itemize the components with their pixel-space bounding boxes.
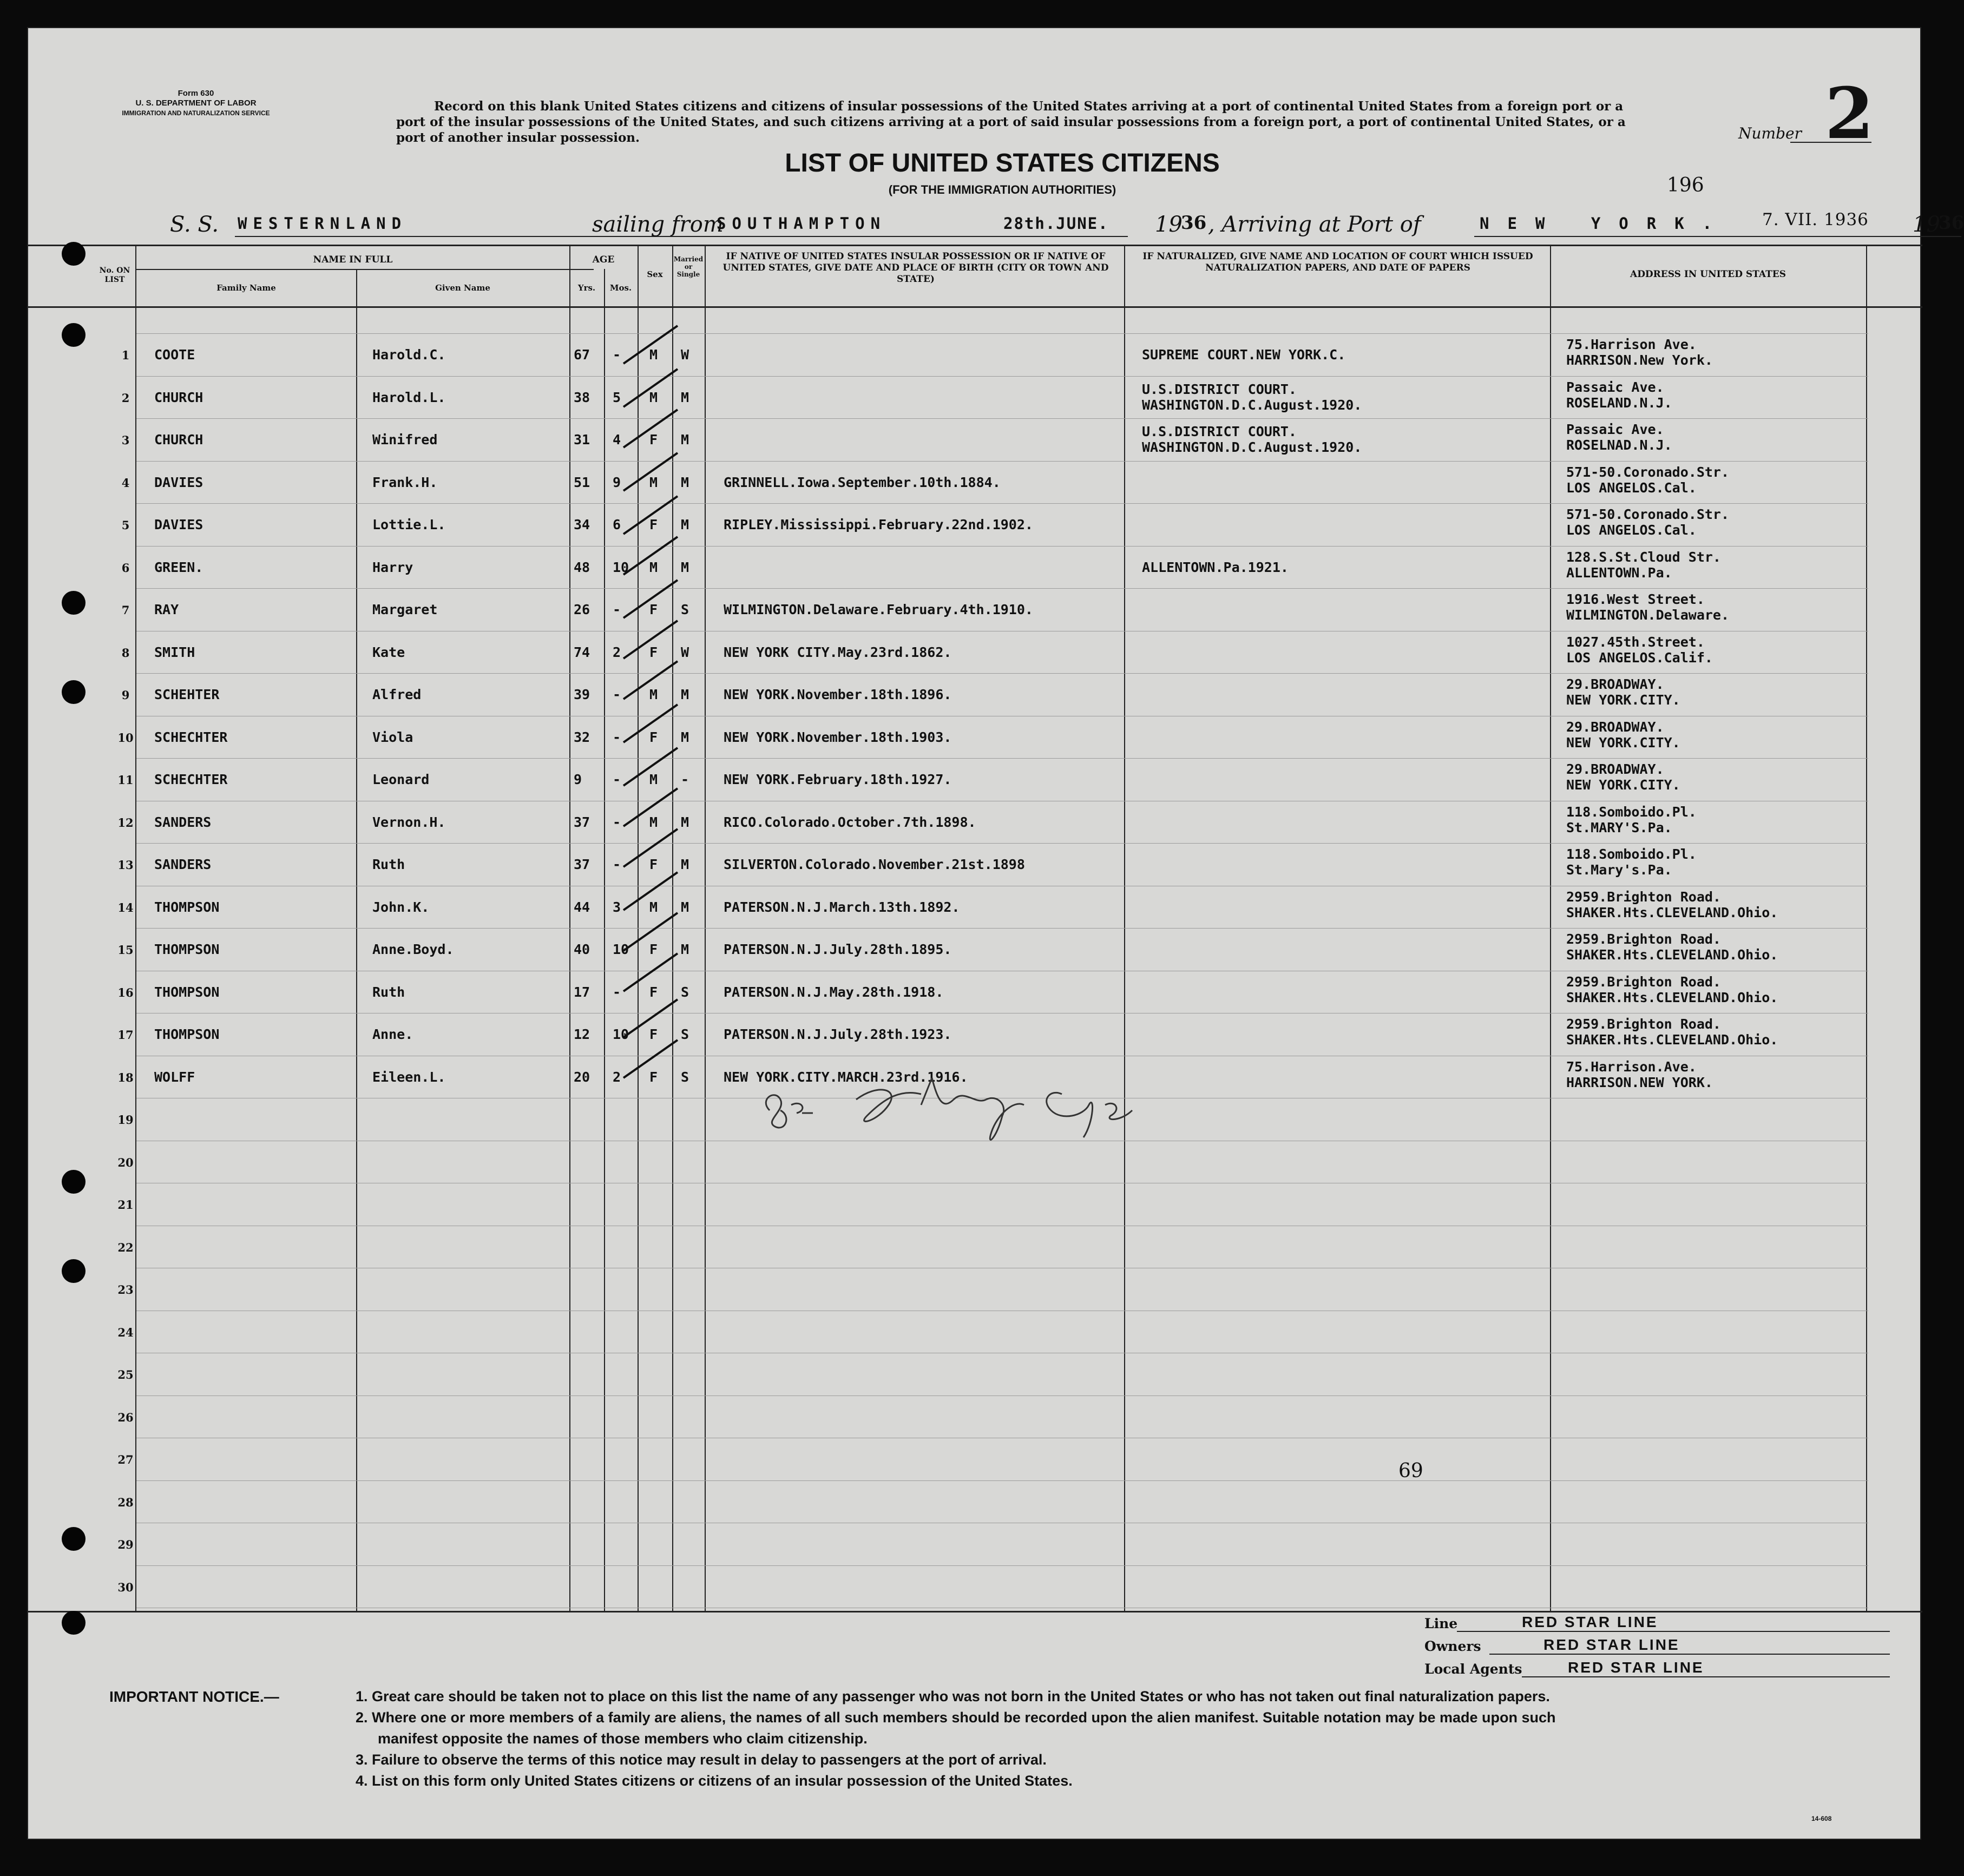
owners-value: RED STAR LINE <box>1543 1636 1680 1653</box>
given-name: Ruth <box>372 984 405 1000</box>
row-number: 12 <box>117 816 134 830</box>
punch-hole <box>62 323 86 347</box>
sex: M <box>649 814 658 830</box>
arrival-stamp: 7. VII. 1936 <box>1762 210 1869 229</box>
marital-status: M <box>681 517 689 532</box>
form-number: Form 630 <box>178 89 214 98</box>
sex: F <box>649 729 658 745</box>
family-name: CHURCH <box>154 390 203 405</box>
age-months: 5 <box>613 390 621 405</box>
row-rule <box>136 333 1868 334</box>
age-years: 40 <box>574 942 590 957</box>
age-years: 37 <box>574 857 590 872</box>
record-instructions: Record on this blank United States citizens and citizens of insular possessions of the United States arriving at a port of continental United States from a foreign port or a port of the insular possessions of the United States, and such citizens arriving at a port of said insular possessions from a foreign port, a port of continental United States, or a port of another insular possession. <box>396 99 1626 145</box>
sex: M <box>649 772 658 787</box>
row-number: 14 <box>117 901 134 914</box>
name-header-divider <box>136 269 594 270</box>
ss-label: S. S. <box>170 212 219 237</box>
agents-value: RED STAR LINE <box>1568 1659 1704 1676</box>
age-months: 2 <box>613 644 621 660</box>
age-years: 74 <box>574 644 590 660</box>
address-line-1: 118.Somboido.Pl. <box>1566 804 1697 820</box>
family-name: THOMPSON <box>154 942 220 957</box>
sex: F <box>649 1026 658 1042</box>
row-number: 28 <box>117 1496 134 1509</box>
header-age: AGE <box>592 254 615 265</box>
marital-status: M <box>681 814 689 830</box>
age-months: - <box>613 857 621 872</box>
row-number: 1 <box>121 348 130 362</box>
birth-place-date: NEW YORK.November.18th.1896. <box>724 687 952 702</box>
family-name: CHURCH <box>154 432 203 447</box>
row-rule <box>136 503 1868 504</box>
birth-place-date: PATERSON.N.J.May.28th.1918. <box>724 984 944 1000</box>
address-line-1: 128.S.St.Cloud Str. <box>1566 549 1721 565</box>
family-name: DAVIES <box>154 475 203 490</box>
check-marks <box>613 310 721 1132</box>
year-prefix-1: 19 <box>1155 212 1183 237</box>
handwritten-signature <box>759 1067 1192 1159</box>
row-number: 7 <box>121 603 130 617</box>
sex: F <box>649 857 658 872</box>
family-name: SMITH <box>154 644 195 660</box>
marital-status: M <box>681 687 689 702</box>
punch-hole <box>62 1259 86 1283</box>
row-number: 29 <box>117 1538 134 1551</box>
notice-item-3: 3. Failure to observe the terms of this notice may result in delay to passengers at the port of arrival. <box>356 1752 1047 1768</box>
age-months: - <box>613 814 621 830</box>
age-months: 6 <box>613 517 621 532</box>
row-number: 15 <box>117 943 134 957</box>
address-line-2: NEW YORK.CITY. <box>1566 735 1680 751</box>
row-rule <box>136 1480 1868 1481</box>
sex: F <box>649 432 658 447</box>
given-name: Alfred <box>372 687 422 702</box>
address-line-1: 571-50.Coronado.Str. <box>1566 506 1730 522</box>
address-line-2: SHAKER.Hts.CLEVELAND.Ohio. <box>1566 990 1778 1005</box>
marital-status: M <box>681 942 689 957</box>
sex: F <box>649 942 658 957</box>
header-yrs: Yrs. <box>577 283 596 293</box>
birth-place-date: PATERSON.N.J.March.13th.1892. <box>724 899 960 915</box>
birth-place-date: NEW YORK.February.18th.1927. <box>724 772 952 787</box>
sex: M <box>649 687 658 702</box>
row-number: 23 <box>117 1283 134 1296</box>
given-name: Lottie.L. <box>372 517 446 532</box>
sex: F <box>649 644 658 660</box>
row-rule <box>136 928 1868 929</box>
page-number: 196 <box>1667 174 1704 196</box>
address-line-1: 75.Harrison Ave. <box>1566 337 1697 352</box>
line-label: Line <box>1424 1616 1458 1631</box>
stamp-number: 69 <box>1398 1460 1423 1482</box>
address-line-2: HARRISON.New York. <box>1566 352 1713 368</box>
row-number: 3 <box>121 433 130 447</box>
age-years: 17 <box>574 984 590 1000</box>
sail-date: 28th.JUNE. <box>1003 214 1109 233</box>
address-line-2: ROSELNAD.N.J. <box>1566 437 1672 453</box>
address-line-2: HARRISON.NEW YORK. <box>1566 1075 1713 1090</box>
age-years: 31 <box>574 432 590 447</box>
row-number: 17 <box>117 1028 134 1042</box>
list-number: 2 <box>1825 72 1874 155</box>
row-rule <box>136 673 1868 674</box>
row-number: 5 <box>121 518 130 532</box>
row-number: 8 <box>121 646 130 660</box>
age-months: - <box>613 602 621 617</box>
notice-item-4: 4. List on this form only United States citizens or citizens of an insular possession of the United States. <box>356 1773 1073 1789</box>
age-months: 2 <box>613 1069 621 1085</box>
year-suffix-1: 36 <box>1181 212 1207 234</box>
age-years: 44 <box>574 899 590 915</box>
sex: F <box>649 984 658 1000</box>
marital-status: S <box>681 984 689 1000</box>
age-months: 10 <box>613 942 629 957</box>
address-line-1: Passaic Ave. <box>1566 379 1664 395</box>
marital-status: M <box>681 475 689 490</box>
address-line-2: St.MARY'S.Pa. <box>1566 820 1672 835</box>
header-married-single: Married or Single <box>673 255 704 278</box>
passenger-table <box>28 28 1922 1651</box>
number-label: Number <box>1738 124 1802 142</box>
birth-place-date: RIPLEY.Mississippi.February.22nd.1902. <box>724 517 1033 532</box>
birth-place-date: SILVERTON.Colorado.November.21st.1898 <box>724 857 1025 872</box>
page-title: LIST OF UNITED STATES CITIZENS <box>785 149 1220 177</box>
given-name: Harold.C. <box>372 347 446 363</box>
age-months: - <box>613 772 621 787</box>
sailing-from-label: sailing from <box>592 212 724 237</box>
address-line-2: WILMINGTON.Delaware. <box>1566 607 1730 623</box>
birth-place-date: NEW YORK.CITY.MARCH.23rd.1916. <box>724 1069 968 1085</box>
agents-underline <box>1522 1676 1890 1677</box>
punch-hole <box>62 242 86 266</box>
sex: M <box>649 475 658 490</box>
birth-place-date: PATERSON.N.J.July.28th.1895. <box>724 942 952 957</box>
manifest-sheet <box>27 27 1964 1840</box>
notice-heading: IMPORTANT NOTICE.— <box>109 1688 279 1705</box>
row-number: 11 <box>117 773 134 787</box>
given-name: Margaret <box>372 602 438 617</box>
naturalization-court: U.S.DISTRICT COURT. <box>1142 381 1297 397</box>
ship-name: WESTERNLAND <box>238 214 408 233</box>
family-name: THOMPSON <box>154 1026 220 1042</box>
family-name: WOLFF <box>154 1069 195 1085</box>
birth-place-date: NEW YORK CITY.May.23rd.1862. <box>724 644 952 660</box>
row-rule <box>136 546 1868 547</box>
marital-status: M <box>681 432 689 447</box>
header-given-name: Given Name <box>435 283 490 293</box>
address-line-1: 75.Harrison.Ave. <box>1566 1059 1697 1075</box>
given-name: Harold.L. <box>372 390 446 405</box>
family-name: SANDERS <box>154 814 212 830</box>
port-to: NEW YORK. <box>1480 214 1731 233</box>
line-value: RED STAR LINE <box>1522 1614 1658 1630</box>
row-number: 27 <box>117 1453 134 1466</box>
given-name: John.K. <box>372 899 430 915</box>
address-line-1: 2959.Brighton Road. <box>1566 974 1721 990</box>
naturalization-court: U.S.DISTRICT COURT. <box>1142 424 1297 439</box>
age-months: 10 <box>613 1026 629 1042</box>
department: U. S. DEPARTMENT OF LABOR <box>135 98 257 108</box>
row-number: 21 <box>117 1198 134 1212</box>
address-line-2: SHAKER.Hts.CLEVELAND.Ohio. <box>1566 905 1778 920</box>
address-line-2: LOS ANGELOS.Cal. <box>1566 480 1697 496</box>
age-months: 4 <box>613 432 621 447</box>
header-address: ADDRESS IN UNITED STATES <box>1630 269 1786 280</box>
address-line-1: 2959.Brighton Road. <box>1566 931 1721 947</box>
marital-status: M <box>681 390 689 405</box>
age-months: - <box>613 347 621 363</box>
sex: M <box>649 347 658 363</box>
sex: M <box>649 899 658 915</box>
marital-status: M <box>681 899 689 915</box>
naturalization-court-location: WASHINGTON.D.C.August.1920. <box>1142 439 1362 455</box>
address-line-2: LOS ANGELOS.Cal. <box>1566 522 1697 538</box>
address-line-2: ROSELAND.N.J. <box>1566 395 1672 411</box>
family-name: SCHECHTER <box>154 729 228 745</box>
row-rule <box>136 758 1868 759</box>
address-line-1: 29.BROADWAY. <box>1566 719 1664 735</box>
family-name: DAVIES <box>154 517 203 532</box>
row-number: 6 <box>121 561 130 575</box>
table-top-border <box>28 245 1922 246</box>
col-divider-yrs <box>604 269 605 1611</box>
family-name: GREEN. <box>154 559 203 575</box>
sex: F <box>649 1069 658 1085</box>
row-number: 20 <box>117 1156 134 1169</box>
table-header-bottom <box>28 306 1922 308</box>
age-years: 20 <box>574 1069 590 1085</box>
given-name: Anne.Boyd. <box>372 942 454 957</box>
row-rule <box>136 843 1868 844</box>
row-rule <box>136 461 1868 462</box>
given-name: Frank.H. <box>372 475 438 490</box>
row-number: 19 <box>117 1113 134 1127</box>
naturalization-court: SUPREME COURT.NEW YORK.C. <box>1142 347 1346 363</box>
header-family-name: Family Name <box>216 283 276 293</box>
marital-status: W <box>681 644 689 660</box>
owners-underline <box>1489 1654 1890 1655</box>
year-prefix-2: 19 <box>1913 212 1940 237</box>
footer-code: 14-608 <box>1811 1815 1832 1822</box>
row-number: 9 <box>121 688 130 702</box>
row-number: 10 <box>117 731 134 745</box>
family-name: SCHEHTER <box>154 687 220 702</box>
age-months: 9 <box>613 475 621 490</box>
given-name: Leonard <box>372 772 430 787</box>
age-years: 67 <box>574 347 590 363</box>
sex: F <box>649 602 658 617</box>
age-months: 10 <box>613 559 629 575</box>
given-name: Eileen.L. <box>372 1069 446 1085</box>
marital-status: W <box>681 347 689 363</box>
header-no-on-list: No. ON LIST <box>99 266 130 284</box>
family-name: SANDERS <box>154 857 212 872</box>
age-years: 12 <box>574 1026 590 1042</box>
family-name: SCHECHTER <box>154 772 228 787</box>
age-years: 9 <box>574 772 582 787</box>
col-divider-family <box>356 269 357 1611</box>
row-number: 24 <box>117 1326 134 1339</box>
marital-status: M <box>681 559 689 575</box>
given-name: Ruth <box>372 857 405 872</box>
punch-hole <box>62 1527 86 1551</box>
family-name: THOMPSON <box>154 984 220 1000</box>
marital-status: M <box>681 857 689 872</box>
sex: F <box>649 517 658 532</box>
year-suffix-2: 36 <box>1939 212 1964 234</box>
marital-status: S <box>681 602 689 617</box>
punch-hole <box>62 1170 86 1194</box>
birth-place-date: PATERSON.N.J.July.28th.1923. <box>724 1026 952 1042</box>
service: IMMIGRATION AND NATURALIZATION SERVICE <box>122 109 270 117</box>
marital-status: S <box>681 1026 689 1042</box>
age-years: 48 <box>574 559 590 575</box>
age-years: 34 <box>574 517 590 532</box>
birth-place-date: WILMINGTON.Delaware.February.4th.1910. <box>724 602 1033 617</box>
age-years: 37 <box>574 814 590 830</box>
family-name: THOMPSON <box>154 899 220 915</box>
row-number: 16 <box>117 986 134 999</box>
age-years: 39 <box>574 687 590 702</box>
punch-hole <box>62 591 86 615</box>
address-line-1: 2959.Brighton Road. <box>1566 1016 1721 1032</box>
age-months: - <box>613 984 621 1000</box>
owners-label: Owners <box>1424 1638 1481 1654</box>
marital-status: - <box>681 772 689 787</box>
sex: M <box>649 390 658 405</box>
row-number: 13 <box>117 858 134 872</box>
row-number: 4 <box>121 476 130 490</box>
given-name: Winifred <box>372 432 438 447</box>
address-line-2: NEW YORK.CITY. <box>1566 777 1680 793</box>
address-line-2: ALLENTOWN.Pa. <box>1566 565 1672 581</box>
header-name-in-full: NAME IN FULL <box>313 254 393 265</box>
header-birth: IF NATIVE OF UNITED STATES INSULAR POSSESSION OR IF NATIVE OF UNITED STATES, GIVE DATE AND PLACE OF BIRTH (CITY OR TOWN AND STATE) <box>722 251 1109 285</box>
arriving-label: , Arriving at Port of <box>1208 212 1421 237</box>
age-years: 38 <box>574 390 590 405</box>
age-years: 26 <box>574 602 590 617</box>
birth-place-date: RICO.Colorado.October.7th.1898. <box>724 814 976 830</box>
birth-place-date: NEW YORK.November.18th.1903. <box>724 729 952 745</box>
address-line-2: NEW YORK.CITY. <box>1566 692 1680 708</box>
table-bottom-border <box>28 1611 1922 1612</box>
given-name: Vernon.H. <box>372 814 446 830</box>
row-number: 22 <box>117 1241 134 1254</box>
notice-item-2: 2. Where one or more members of a family are aliens, the names of all such members should be recorded upon the alien manifest. Suitable notation may be made upon such <box>356 1709 1556 1726</box>
address-line-2: SHAKER.Hts.CLEVELAND.Ohio. <box>1566 947 1778 963</box>
row-number: 18 <box>117 1071 134 1084</box>
row-rule <box>136 588 1868 589</box>
address-line-1: 29.BROADWAY. <box>1566 761 1664 777</box>
row-rule <box>136 418 1868 419</box>
naturalization-court-location: WASHINGTON.D.C.August.1920. <box>1142 397 1362 413</box>
header-naturalized: IF NATURALIZED, GIVE NAME AND LOCATION OF COURT WHICH ISSUED NATURALIZATION PAPERS, AND DATE OF PAPERS <box>1142 251 1533 273</box>
row-number: 26 <box>117 1411 134 1424</box>
naturalization-court: ALLENTOWN.Pa.1921. <box>1142 559 1289 575</box>
address-line-2: SHAKER.Hts.CLEVELAND.Ohio. <box>1566 1032 1778 1048</box>
row-rule <box>136 376 1868 377</box>
age-years: 32 <box>574 729 590 745</box>
given-name: Anne. <box>372 1026 413 1042</box>
punch-hole <box>62 680 86 704</box>
given-name: Harry <box>372 559 413 575</box>
line-underline <box>1457 1631 1890 1632</box>
address-line-1: Passaic Ave. <box>1566 422 1664 437</box>
given-name: Kate <box>372 644 405 660</box>
port-from: SOUTHAMPTON <box>717 214 886 233</box>
row-number: 2 <box>121 391 130 405</box>
row-rule <box>136 1565 1868 1566</box>
marital-status: S <box>681 1069 689 1085</box>
row-number: 25 <box>117 1368 134 1381</box>
address-line-2: LOS ANGELOS.Calif. <box>1566 650 1713 666</box>
address-line-1: 29.BROADWAY. <box>1566 676 1664 692</box>
header-sex: Sex <box>647 269 663 279</box>
address-line-1: 571-50.Coronado.Str. <box>1566 464 1730 480</box>
address-line-1: 118.Somboido.Pl. <box>1566 846 1697 862</box>
agents-label: Local Agents <box>1424 1661 1522 1677</box>
row-number: 30 <box>117 1581 134 1594</box>
address-line-2: St.Mary's.Pa. <box>1566 862 1672 878</box>
address-line-1: 1916.West Street. <box>1566 591 1705 607</box>
family-name: COOTE <box>154 347 195 363</box>
notice-item-2-cont: manifest opposite the names of those members who claim citizenship. <box>378 1730 868 1747</box>
family-name: RAY <box>154 602 179 617</box>
age-months: 3 <box>613 899 621 915</box>
sex: M <box>649 559 658 575</box>
age-years: 51 <box>574 475 590 490</box>
marital-status: M <box>681 729 689 745</box>
page-subtitle: (FOR THE IMMIGRATION AUTHORITIES) <box>888 183 1116 196</box>
age-months: - <box>613 687 621 702</box>
given-name: Viola <box>372 729 413 745</box>
birth-place-date: GRINNELL.Iowa.September.10th.1884. <box>724 475 1001 490</box>
address-line-1: 2959.Brighton Road. <box>1566 889 1721 905</box>
address-line-1: 1027.45th.Street. <box>1566 634 1705 650</box>
age-months: - <box>613 729 621 745</box>
header-mos: Mos. <box>609 283 632 293</box>
notice-item-1: 1. Great care should be taken not to place on this list the name of any passenger who was not born in the United States or who has not taken out final naturalization papers. <box>356 1688 1550 1704</box>
punch-hole <box>62 1611 86 1635</box>
